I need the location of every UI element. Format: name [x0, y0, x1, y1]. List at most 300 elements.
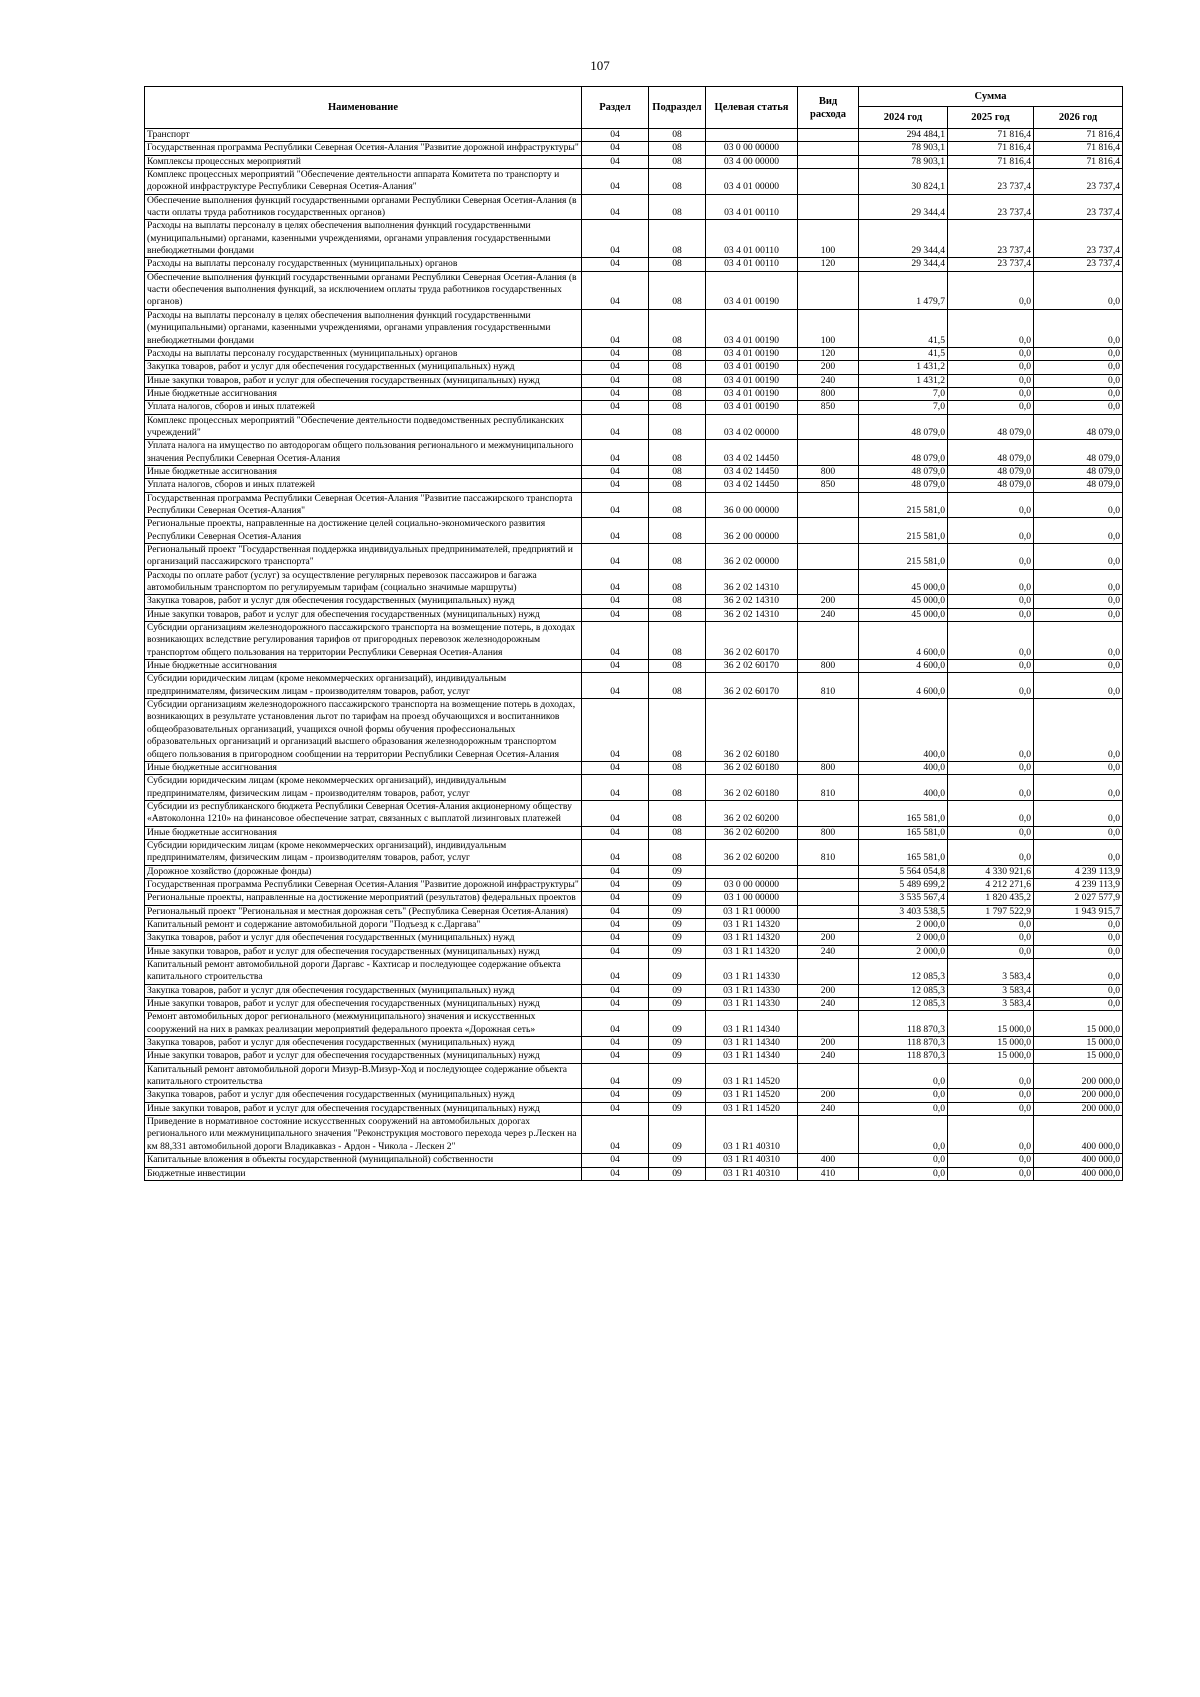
row-sum-2024: 0,0 [859, 1167, 948, 1180]
row-razdel: 04 [582, 401, 649, 414]
row-vid-rashoda: 240 [798, 1050, 859, 1063]
row-razdel: 04 [582, 347, 649, 360]
row-podrazdel: 09 [649, 1050, 706, 1063]
row-razdel: 04 [582, 984, 649, 997]
row-podrazdel: 08 [649, 673, 706, 699]
row-sum-2026: 48 079,0 [1034, 440, 1123, 466]
row-sum-2024: 3 535 567,4 [859, 892, 948, 905]
row-razdel: 04 [582, 1167, 649, 1180]
row-sum-2025: 0,0 [948, 699, 1034, 762]
row-vid-rashoda: 400 [798, 1154, 859, 1167]
row-razdel: 04 [582, 142, 649, 155]
row-podrazdel: 08 [649, 374, 706, 387]
row-celevaya-statya: 03 4 01 00000 [706, 169, 798, 195]
row-razdel: 04 [582, 1050, 649, 1063]
row-sum-2025: 23 737,4 [948, 258, 1034, 271]
row-sum-2026: 71 816,4 [1034, 155, 1123, 168]
row-podrazdel: 08 [649, 775, 706, 801]
row-razdel: 04 [582, 892, 649, 905]
row-razdel: 04 [582, 440, 649, 466]
row-sum-2024: 1 431,2 [859, 374, 948, 387]
row-sum-2024: 2 000,0 [859, 945, 948, 958]
row-name: Приведение в нормативное состояние искусственных сооружений на автомобильных дорогах регионального или межмуниципального значения "Реконструкция мостового перехода через р.Лескен на км 88,331 автомобильной дороги Владикавказ - Ардон - Чикола - Лескен 2" [145, 1116, 582, 1154]
row-celevaya-statya: 36 2 02 60200 [706, 826, 798, 839]
row-sum-2025: 0,0 [948, 622, 1034, 660]
row-vid-rashoda [798, 622, 859, 660]
row-sum-2026: 48 079,0 [1034, 465, 1123, 478]
row-sum-2024: 48 079,0 [859, 414, 948, 440]
row-sum-2026: 23 737,4 [1034, 194, 1123, 220]
row-celevaya-statya: 03 1 R1 00000 [706, 905, 798, 918]
row-vid-rashoda: 850 [798, 401, 859, 414]
row-sum-2025: 0,0 [948, 271, 1034, 309]
row-celevaya-statya: 03 4 02 00000 [706, 414, 798, 440]
row-razdel: 04 [582, 220, 649, 258]
row-podrazdel: 09 [649, 1037, 706, 1050]
row-sum-2024: 41,5 [859, 347, 948, 360]
row-razdel: 04 [582, 865, 649, 878]
row-podrazdel: 09 [649, 892, 706, 905]
row-sum-2025: 3 583,4 [948, 984, 1034, 997]
row-name: Капитальный ремонт автомобильной дороги Мизур-В.Мизур-Ход и последующее содержание объекта капитального строительства [145, 1063, 582, 1089]
row-sum-2026: 0,0 [1034, 945, 1123, 958]
table-body [145, 129, 1123, 1181]
row-sum-2025: 48 079,0 [948, 479, 1034, 492]
row-name: Региональный проект "Государственная поддержка индивидуальных предпринимателей, предприятий и организаций пассажирского транспорта" [145, 544, 582, 570]
row-sum-2025: 71 816,4 [948, 129, 1034, 142]
row-vid-rashoda [798, 544, 859, 570]
row-name: Государственная программа Республики Северная Осетия-Алания "Развитие пассажирского транспорта Республики Северная Осетия-Алания" [145, 492, 582, 518]
table-row [145, 865, 1123, 878]
row-vid-rashoda [798, 800, 859, 826]
row-podrazdel: 08 [649, 220, 706, 258]
row-sum-2025: 0,0 [948, 1167, 1034, 1180]
row-name: Дорожное хозяйство (дорожные фонды) [145, 865, 582, 878]
row-sum-2025: 71 816,4 [948, 142, 1034, 155]
row-name: Расходы на выплаты персоналу государственных (муниципальных) органов [145, 347, 582, 360]
row-razdel: 04 [582, 374, 649, 387]
header-celevaya-statya: Целевая статья [706, 87, 798, 129]
row-vid-rashoda: 100 [798, 220, 859, 258]
row-celevaya-statya: 03 4 01 00190 [706, 361, 798, 374]
table-row [145, 905, 1123, 918]
row-celevaya-statya: 03 1 R1 14340 [706, 1037, 798, 1050]
header-vid-rashoda: Вид расхода [798, 87, 859, 129]
row-razdel: 04 [582, 699, 649, 762]
row-podrazdel: 09 [649, 1167, 706, 1180]
row-sum-2026: 400 000,0 [1034, 1154, 1123, 1167]
table-row [145, 660, 1123, 673]
row-vid-rashoda: 410 [798, 1167, 859, 1180]
table-row [145, 800, 1123, 826]
row-razdel: 04 [582, 169, 649, 195]
table-row [145, 518, 1123, 544]
row-celevaya-statya: 36 2 02 14310 [706, 569, 798, 595]
row-sum-2024: 5 564 054,8 [859, 865, 948, 878]
row-sum-2024: 400,0 [859, 761, 948, 774]
row-podrazdel: 08 [649, 258, 706, 271]
row-razdel: 04 [582, 918, 649, 931]
row-celevaya-statya: 03 1 R1 40310 [706, 1154, 798, 1167]
row-podrazdel: 08 [649, 479, 706, 492]
row-celevaya-statya: 36 2 02 60180 [706, 775, 798, 801]
row-razdel: 04 [582, 1102, 649, 1115]
row-podrazdel: 08 [649, 660, 706, 673]
row-celevaya-statya: 36 2 02 60170 [706, 673, 798, 699]
row-razdel: 04 [582, 839, 649, 865]
row-name: Иные закупки товаров, работ и услуг для обеспечения государственных (муниципальных) нужд [145, 608, 582, 621]
row-celevaya-statya: 03 4 02 14450 [706, 479, 798, 492]
row-sum-2024: 2 000,0 [859, 932, 948, 945]
row-podrazdel: 09 [649, 1011, 706, 1037]
row-sum-2026: 0,0 [1034, 309, 1123, 347]
row-sum-2025: 0,0 [948, 660, 1034, 673]
table-row [145, 129, 1123, 142]
row-name: Субсидии из республиканского бюджета Республики Северная Осетия-Алания акционерному обществу «Автоколонна 1210» на финансовое обеспечение затрат, связанных с выплатой лизинговых платежей [145, 800, 582, 826]
table-row [145, 465, 1123, 478]
row-podrazdel: 08 [649, 401, 706, 414]
row-podrazdel: 08 [649, 761, 706, 774]
row-name: Иные закупки товаров, работ и услуг для обеспечения государственных (муниципальных) нужд [145, 1102, 582, 1115]
row-sum-2024: 48 079,0 [859, 465, 948, 478]
table-row [145, 1050, 1123, 1063]
row-celevaya-statya: 36 2 02 60170 [706, 622, 798, 660]
row-sum-2025: 0,0 [948, 918, 1034, 931]
row-sum-2024: 294 484,1 [859, 129, 948, 142]
row-sum-2024: 1 479,7 [859, 271, 948, 309]
header-year-2026: 2026 год [1034, 107, 1123, 129]
row-sum-2026: 0,0 [1034, 826, 1123, 839]
row-sum-2024: 29 344,4 [859, 220, 948, 258]
row-vid-rashoda: 810 [798, 775, 859, 801]
row-vid-rashoda: 850 [798, 479, 859, 492]
row-celevaya-statya: 03 4 02 14450 [706, 465, 798, 478]
row-celevaya-statya: 36 2 02 14310 [706, 608, 798, 621]
row-name: Расходы на выплаты персоналу государственных (муниципальных) органов [145, 258, 582, 271]
row-sum-2026: 0,0 [1034, 660, 1123, 673]
row-celevaya-statya: 03 4 01 00110 [706, 220, 798, 258]
row-sum-2025: 0,0 [948, 945, 1034, 958]
row-sum-2024: 165 581,0 [859, 839, 948, 865]
table-row [145, 414, 1123, 440]
row-podrazdel: 09 [649, 1102, 706, 1115]
row-razdel: 04 [582, 479, 649, 492]
table-row [145, 220, 1123, 258]
row-sum-2025: 0,0 [948, 1102, 1034, 1115]
row-sum-2024: 0,0 [859, 1154, 948, 1167]
row-name: Региональные проекты, направленные на достижение мероприятий (результатов) федеральных проектов [145, 892, 582, 905]
row-sum-2025: 3 583,4 [948, 998, 1034, 1011]
row-sum-2025: 0,0 [948, 673, 1034, 699]
row-vid-rashoda: 800 [798, 660, 859, 673]
row-name: Региональные проекты, направленные на достижение целей социально-экономического развития Республики Северная Осетия-Алания [145, 518, 582, 544]
row-podrazdel: 09 [649, 998, 706, 1011]
row-razdel: 04 [582, 465, 649, 478]
row-sum-2025: 0,0 [948, 932, 1034, 945]
row-name: Капитальный ремонт автомобильной дороги Даргавс - Кахтисар и последующее содержание объекта капитального строительства [145, 959, 582, 985]
table-row [145, 892, 1123, 905]
row-name: Уплата налогов, сборов и иных платежей [145, 479, 582, 492]
row-name: Закупка товаров, работ и услуг для обеспечения государственных (муниципальных) нужд [145, 595, 582, 608]
row-name: Бюджетные инвестиции [145, 1167, 582, 1180]
row-sum-2024: 4 600,0 [859, 673, 948, 699]
row-name: Расходы на выплаты персоналу в целях обеспечения выполнения функций государственными (муниципальными) органами, казенными учреждениями, органами управления государственными внебюджетными фондами [145, 220, 582, 258]
row-name: Государственная программа Республики Северная Осетия-Алания "Развитие дорожной инфраструктуры" [145, 878, 582, 891]
row-sum-2024: 215 581,0 [859, 544, 948, 570]
row-sum-2025: 0,0 [948, 387, 1034, 400]
row-podrazdel: 09 [649, 1116, 706, 1154]
row-sum-2026: 0,0 [1034, 673, 1123, 699]
row-celevaya-statya: 03 4 01 00190 [706, 347, 798, 360]
table-row [145, 142, 1123, 155]
row-vid-rashoda: 200 [798, 984, 859, 997]
row-celevaya-statya: 03 4 01 00110 [706, 258, 798, 271]
row-razdel: 04 [582, 1063, 649, 1089]
row-sum-2026: 15 000,0 [1034, 1050, 1123, 1063]
row-razdel: 04 [582, 492, 649, 518]
row-podrazdel: 09 [649, 918, 706, 931]
row-sum-2025: 0,0 [948, 309, 1034, 347]
row-razdel: 04 [582, 544, 649, 570]
row-name: Субсидии организациям железнодорожного пассажирского транспорта на возмещение потерь, в доходах возникающих вследствие регулирования тарифов от пригородных перевозок железнодорожным транспортом общего пользования на территории Республики Северная Осетия-Алания [145, 622, 582, 660]
row-sum-2024: 0,0 [859, 1089, 948, 1102]
table-row [145, 878, 1123, 891]
row-vid-rashoda: 800 [798, 826, 859, 839]
row-name: Региональный проект "Региональная и местная дорожная сеть" (Республика Северная Осетия-Алания) [145, 905, 582, 918]
row-celevaya-statya: 03 4 01 00190 [706, 309, 798, 347]
row-celevaya-statya: 36 2 00 00000 [706, 518, 798, 544]
header-year-2024: 2024 год [859, 107, 948, 129]
row-vid-rashoda: 240 [798, 1102, 859, 1115]
row-vid-rashoda [798, 892, 859, 905]
row-name: Государственная программа Республики Северная Осетия-Алания "Развитие дорожной инфраструктуры" [145, 142, 582, 155]
row-podrazdel: 09 [649, 878, 706, 891]
table-row [145, 998, 1123, 1011]
row-celevaya-statya: 03 1 R1 14520 [706, 1102, 798, 1115]
table-row [145, 387, 1123, 400]
row-sum-2025: 0,0 [948, 839, 1034, 865]
row-name: Закупка товаров, работ и услуг для обеспечения государственных (муниципальных) нужд [145, 932, 582, 945]
row-sum-2024: 2 000,0 [859, 918, 948, 931]
row-razdel: 04 [582, 387, 649, 400]
row-celevaya-statya: 36 2 02 60170 [706, 660, 798, 673]
row-sum-2025: 0,0 [948, 761, 1034, 774]
table-header [145, 87, 1123, 129]
row-sum-2026: 0,0 [1034, 998, 1123, 1011]
row-sum-2025: 4 330 921,6 [948, 865, 1034, 878]
row-razdel: 04 [582, 595, 649, 608]
row-celevaya-statya: 03 1 R1 14320 [706, 918, 798, 931]
row-razdel: 04 [582, 826, 649, 839]
table-row [145, 374, 1123, 387]
row-sum-2026: 0,0 [1034, 492, 1123, 518]
row-podrazdel: 09 [649, 959, 706, 985]
row-sum-2025: 0,0 [948, 518, 1034, 544]
row-name: Иные бюджетные ассигнования [145, 826, 582, 839]
row-sum-2025: 15 000,0 [948, 1011, 1034, 1037]
page-number: 107 [590, 58, 610, 73]
row-sum-2025: 71 816,4 [948, 155, 1034, 168]
row-celevaya-statya: 03 1 R1 40310 [706, 1167, 798, 1180]
row-razdel: 04 [582, 905, 649, 918]
table-row [145, 361, 1123, 374]
row-sum-2024: 7,0 [859, 401, 948, 414]
row-sum-2026: 0,0 [1034, 544, 1123, 570]
row-vid-rashoda [798, 699, 859, 762]
row-podrazdel: 09 [649, 945, 706, 958]
row-celevaya-statya: 36 2 02 60200 [706, 800, 798, 826]
row-podrazdel: 08 [649, 608, 706, 621]
row-razdel: 04 [582, 932, 649, 945]
row-sum-2026: 23 737,4 [1034, 169, 1123, 195]
row-razdel: 04 [582, 258, 649, 271]
row-podrazdel: 08 [649, 387, 706, 400]
row-name: Иные бюджетные ассигнования [145, 761, 582, 774]
row-vid-rashoda: 200 [798, 1037, 859, 1050]
row-celevaya-statya: 03 1 R1 14320 [706, 932, 798, 945]
header-razdel: Раздел [582, 87, 649, 129]
row-sum-2026: 71 816,4 [1034, 142, 1123, 155]
row-razdel: 04 [582, 660, 649, 673]
row-sum-2026: 0,0 [1034, 401, 1123, 414]
row-podrazdel: 09 [649, 984, 706, 997]
header-summa: Сумма [859, 87, 1123, 107]
row-sum-2026: 4 239 113,9 [1034, 865, 1123, 878]
row-name: Субсидии организациям железнодорожного пассажирского транспорта на возмещение потерь в доходах, возникающих в результате установления льгот по тарифам на проезд обучающихся и воспитанников общеобразовательных организаций, учащихся очной формы обучения профессиональных образовательных организаций и организаций высшего образования железнодорожным транспортом общего пользования в пригородном сообщении на территории Республики Северная Осетия-Алания [145, 699, 582, 762]
row-sum-2026: 0,0 [1034, 959, 1123, 985]
row-sum-2025: 23 737,4 [948, 220, 1034, 258]
row-sum-2026: 0,0 [1034, 775, 1123, 801]
row-razdel: 04 [582, 361, 649, 374]
row-podrazdel: 08 [649, 839, 706, 865]
table-row [145, 347, 1123, 360]
row-podrazdel: 08 [649, 440, 706, 466]
row-sum-2025: 0,0 [948, 374, 1034, 387]
table-row [145, 479, 1123, 492]
row-sum-2026: 15 000,0 [1034, 1037, 1123, 1050]
row-sum-2024: 48 079,0 [859, 479, 948, 492]
row-podrazdel: 08 [649, 544, 706, 570]
row-vid-rashoda: 810 [798, 839, 859, 865]
row-sum-2025: 1 797 522,9 [948, 905, 1034, 918]
row-razdel: 04 [582, 998, 649, 1011]
row-sum-2025: 0,0 [948, 800, 1034, 826]
row-podrazdel: 08 [649, 800, 706, 826]
row-vid-rashoda: 800 [798, 465, 859, 478]
row-sum-2025: 0,0 [948, 1154, 1034, 1167]
row-celevaya-statya: 03 1 R1 14340 [706, 1050, 798, 1063]
row-sum-2026: 0,0 [1034, 569, 1123, 595]
row-razdel: 04 [582, 569, 649, 595]
row-podrazdel: 09 [649, 1063, 706, 1089]
row-celevaya-statya: 03 4 01 00190 [706, 374, 798, 387]
row-sum-2024: 118 870,3 [859, 1011, 948, 1037]
row-celevaya-statya: 03 4 01 00110 [706, 194, 798, 220]
row-vid-rashoda: 200 [798, 361, 859, 374]
row-vid-rashoda [798, 865, 859, 878]
row-razdel: 04 [582, 129, 649, 142]
row-vid-rashoda [798, 1116, 859, 1154]
row-podrazdel: 08 [649, 518, 706, 544]
row-vid-rashoda: 200 [798, 1089, 859, 1102]
row-sum-2026: 71 816,4 [1034, 129, 1123, 142]
row-podrazdel: 09 [649, 932, 706, 945]
row-sum-2026: 0,0 [1034, 622, 1123, 660]
row-sum-2025: 0,0 [948, 1063, 1034, 1089]
table-row [145, 1167, 1123, 1180]
row-sum-2025: 0,0 [948, 569, 1034, 595]
row-podrazdel: 08 [649, 169, 706, 195]
row-sum-2024: 30 824,1 [859, 169, 948, 195]
row-podrazdel: 08 [649, 826, 706, 839]
table-row [145, 1102, 1123, 1115]
row-podrazdel: 08 [649, 129, 706, 142]
row-vid-rashoda [798, 440, 859, 466]
row-sum-2025: 0,0 [948, 492, 1034, 518]
table-row [145, 1116, 1123, 1154]
row-vid-rashoda [798, 918, 859, 931]
row-vid-rashoda [798, 129, 859, 142]
row-sum-2026: 2 027 577,9 [1034, 892, 1123, 905]
row-sum-2024: 7,0 [859, 387, 948, 400]
row-sum-2026: 23 737,4 [1034, 220, 1123, 258]
row-sum-2024: 400,0 [859, 699, 948, 762]
row-sum-2024: 41,5 [859, 309, 948, 347]
row-sum-2026: 0,0 [1034, 699, 1123, 762]
row-razdel: 04 [582, 673, 649, 699]
row-celevaya-statya: 03 0 00 00000 [706, 878, 798, 891]
row-vid-rashoda [798, 194, 859, 220]
header-name: Наименование [145, 87, 582, 129]
row-name: Комплекс процессных мероприятий "Обеспечение деятельности подведомственных республиканских учреждений" [145, 414, 582, 440]
row-razdel: 04 [582, 1011, 649, 1037]
row-sum-2024: 78 903,1 [859, 142, 948, 155]
row-celevaya-statya: 03 1 R1 14330 [706, 984, 798, 997]
row-podrazdel: 08 [649, 622, 706, 660]
row-sum-2024: 215 581,0 [859, 492, 948, 518]
row-sum-2025: 15 000,0 [948, 1037, 1034, 1050]
table-row [145, 194, 1123, 220]
row-sum-2026: 400 000,0 [1034, 1116, 1123, 1154]
table-row [145, 1011, 1123, 1037]
row-sum-2024: 1 431,2 [859, 361, 948, 374]
row-vid-rashoda [798, 1063, 859, 1089]
row-vid-rashoda [798, 142, 859, 155]
table-row [145, 775, 1123, 801]
row-name: Субсидии юридическим лицам (кроме некоммерческих организаций), индивидуальным предпринимателям, физическим лицам - производителям товаров, работ, услуг [145, 775, 582, 801]
row-sum-2025: 23 737,4 [948, 194, 1034, 220]
row-sum-2024: 29 344,4 [859, 258, 948, 271]
row-vid-rashoda: 200 [798, 595, 859, 608]
row-sum-2025: 0,0 [948, 826, 1034, 839]
row-sum-2025: 0,0 [948, 1089, 1034, 1102]
row-sum-2024: 3 403 538,5 [859, 905, 948, 918]
row-sum-2025: 0,0 [948, 544, 1034, 570]
row-sum-2026: 0,0 [1034, 761, 1123, 774]
row-vid-rashoda [798, 155, 859, 168]
row-sum-2026: 23 737,4 [1034, 258, 1123, 271]
row-razdel: 04 [582, 800, 649, 826]
row-razdel: 04 [582, 761, 649, 774]
row-sum-2024: 12 085,3 [859, 984, 948, 997]
row-name: Ремонт автомобильных дорог регионального (межмуниципального) значения и искусственных сооружений на них в рамках реализации мероприятий федерального проекта «Дорожная сеть» [145, 1011, 582, 1037]
header-year-2025: 2025 год [948, 107, 1034, 129]
table-row [145, 258, 1123, 271]
row-celevaya-statya: 03 1 R1 14520 [706, 1089, 798, 1102]
table-row [145, 959, 1123, 985]
row-vid-rashoda [798, 169, 859, 195]
row-sum-2024: 0,0 [859, 1102, 948, 1115]
